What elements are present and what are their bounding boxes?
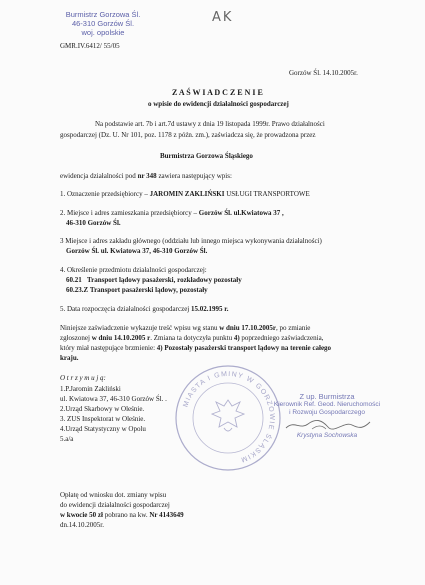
register-prefix: ewidencja działalności pod: [60, 172, 136, 180]
closing-line: kraju.: [60, 354, 79, 362]
fee-amount: w kwocie 50 zł: [60, 511, 103, 519]
closing-text: poprzedniego zaświadczenia,: [239, 334, 324, 342]
closing-text: . Zmiana ta dotyczyła punktu: [150, 334, 234, 342]
eagle-emblem: [212, 400, 244, 431]
receipt-number: Nr 4143649: [149, 511, 184, 519]
office-stamp-line: 46-310 Gorzów Śl.: [71, 19, 135, 28]
main-office-address: Gorzów Śl. ul. Kwiatowa 37, 46-310 Gorzów Śl.: [66, 247, 208, 255]
recipient: 2.Urząd Skarbowy w Oleśnie.: [60, 405, 145, 413]
residence-address: Gorzów Śl. ul.Kwiatowa 37 ,: [198, 209, 284, 217]
pkd-description: Transport pasażerski lądowy, pozostały: [89, 286, 208, 294]
signatory-name: Krystyna Sochowska: [296, 432, 358, 439]
closing-text: zgłoszonej: [60, 334, 92, 342]
pkd-code: 60.21: [66, 276, 82, 284]
office-stamp-line: woj. opolskie: [81, 28, 125, 37]
residence-postcode: 46-310 Gorzów Śl.: [66, 219, 121, 227]
closing-date: w dniu 17.10.2005r: [219, 324, 276, 332]
intro-line: gospodarczej (Dz. U. Nr 101, poz. 1178 z późn. zm.), zaświadcza się, że prowadzona przez: [60, 131, 316, 139]
fee-line: do ewidencji działalności gospodarczej: [60, 501, 170, 509]
closing-previous-text: 4) Pozostały pasażerski transport lądowy na terenie całego: [156, 344, 332, 352]
recipients-heading: O t r z y m u j ą:: [60, 374, 106, 382]
pkd-code: 60.23.Z: [66, 286, 89, 294]
activity-row: [66, 276, 242, 285]
handwritten-initials: AK: [212, 10, 234, 25]
item-start-date: [60, 305, 228, 314]
closing-line: [60, 334, 323, 343]
issuing-authority: Burmistrza Gorzowa Śląskiego: [160, 152, 253, 160]
item-activity: 4. Określenie przedmiotu działalności gospodarczej:: [60, 266, 207, 274]
place-date: Gorzów Śl. 14.10.2005r.: [289, 69, 358, 77]
fee-line: Opłatę od wniosku dot. zmiany wpisu: [60, 491, 167, 499]
item-label: 2. Miejsce i adres zamieszkania przedsiębiorcy –: [60, 209, 199, 217]
recipient: 5.a/a: [60, 435, 74, 443]
item-entrepreneur: [60, 190, 310, 199]
handwritten-signature: [282, 418, 372, 432]
register-suffix: zawiera następujący wpis:: [158, 172, 232, 180]
item-label: 5. Data rozpoczęcia działalności gospodarczej: [60, 305, 191, 313]
fee-line: [60, 511, 184, 520]
activity-row: [66, 286, 208, 295]
signature-stamp: [262, 392, 392, 440]
signature-stamp-line: Z up. Burmistrza: [299, 392, 355, 401]
closing-text: , po zmianie: [276, 324, 311, 332]
fee-date: dn.14.10.2005r.: [60, 521, 104, 529]
closing-line: [60, 344, 331, 353]
recipient: 3. ZUS Inspektorat w Oleśnie.: [60, 415, 146, 423]
recipient: ul. Kwiatowa 37, 46-310 Gorzów Śl. .: [60, 395, 167, 403]
case-number: GMR.IV.6412/ 55/05: [60, 42, 120, 50]
closing-line: [60, 324, 310, 333]
fee-text: pobrano na kw.: [102, 511, 150, 519]
document-title: Z A Ś W I A D C Z E N I E: [172, 88, 263, 97]
intro-line: Na podstawie art. 7b i art.7d ustawy z dnia 19 listopada 1999r. Prawo działalności: [95, 120, 325, 128]
signature-stamp-line: Kierownik Ref. Geod. Nieruchomości: [273, 401, 381, 408]
item-residence: [60, 209, 284, 218]
item-label: 1. Oznaczenie przedsiębiorcy –: [60, 190, 150, 198]
business-name: USŁUGI TRANSPORTOWE: [224, 190, 310, 198]
document-subtitle: o wpisie do ewidencji działalności gospodarczej: [148, 100, 289, 108]
signature-stamp-line: i Rozwoju Gospodarczego: [289, 409, 365, 416]
register-number: nr 348: [137, 172, 157, 180]
closing-point: 4): [233, 334, 240, 342]
seal-ring-text: MIASTA I GMINY W GORZOWIE ŚLĄSKIM: [182, 370, 276, 464]
closing-text: Niniejsze zaświadczenie wykazuje treść wpisu wg stanu: [60, 324, 220, 332]
entrepreneur-name: JAROMIN ZAKLIŃSKI: [149, 190, 225, 198]
start-date: 15.02.1995 r.: [191, 305, 229, 313]
register-line: [60, 172, 232, 181]
recipient: 1.P.Jaromin Zakliński: [60, 385, 121, 393]
item-main-office: 3 Miejsce i adres zakładu głównego (oddziału lub innego miejsca wykonywania działalności): [60, 237, 322, 245]
office-stamp: [58, 10, 148, 37]
closing-text: który miał następujące brzmienie:: [60, 344, 157, 352]
recipient: 4.Urząd Statystyczny w Opolu: [60, 425, 146, 433]
office-stamp-line: Burmistrz Gorzowa Śl.: [65, 10, 141, 19]
closing-date: w dniu 14.10.2005 r: [91, 334, 151, 342]
pkd-description: Transport lądowy pasażerski, rozkładowy pozostały: [87, 276, 242, 284]
